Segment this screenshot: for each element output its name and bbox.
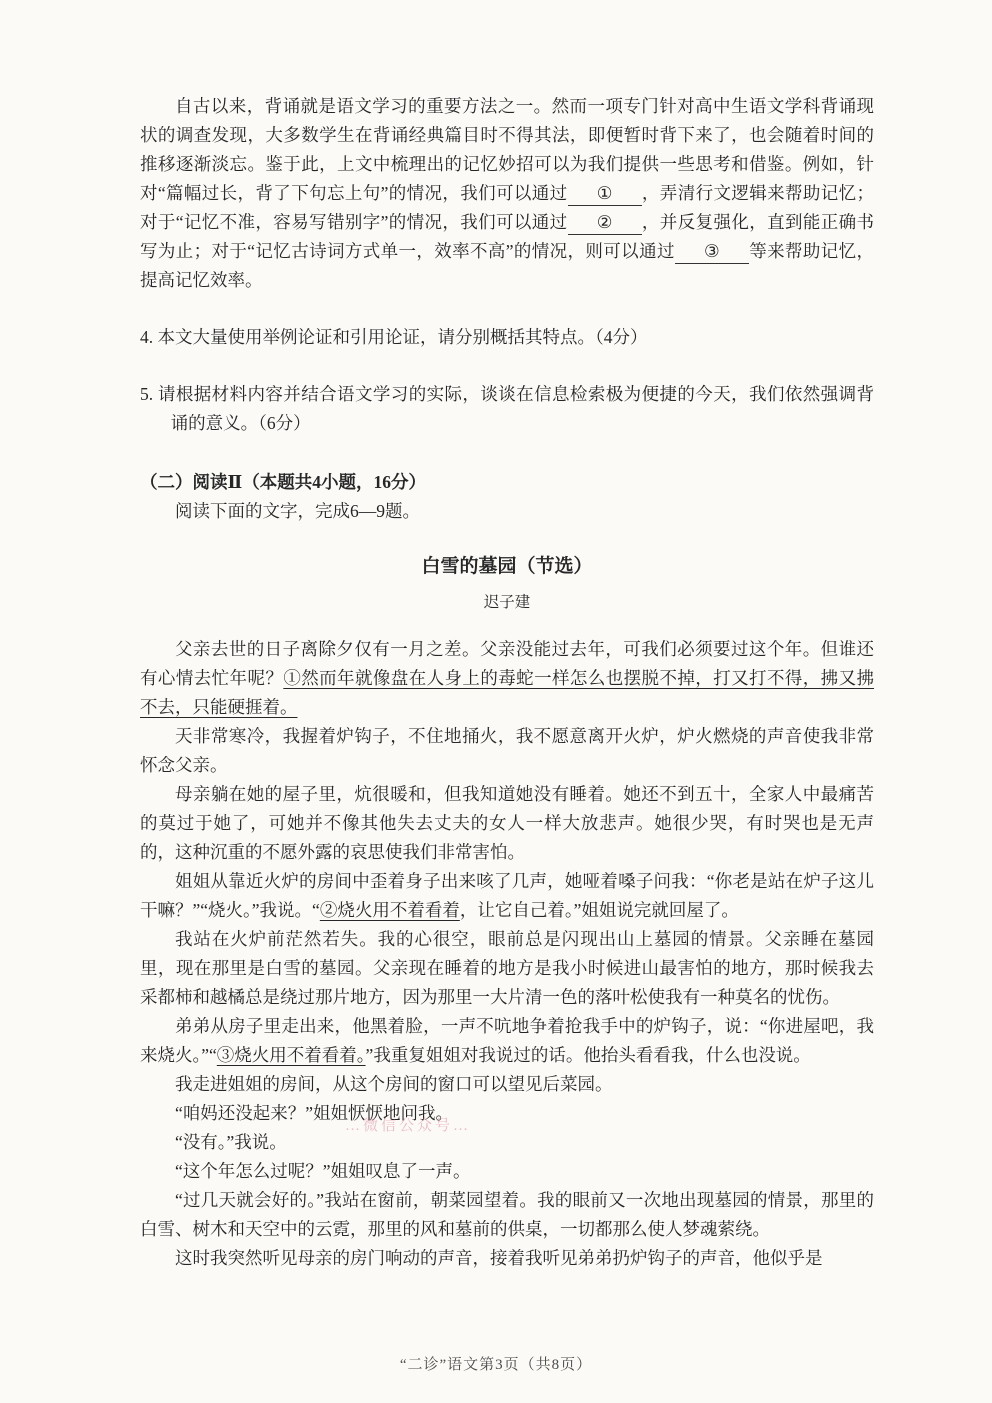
text-segment: ，让它自己着。”姐姐说完就回屋了。	[459, 900, 739, 920]
text-segment: 我站在火炉前茫然若失。我的心很空，眼前总是闪现出山上墓园的情景。父亲睡在墓园里，现在那里是白雪的墓园。父亲现在睡着的地方是我小时候进山最害怕的地方，那时候我去采都柿和越橘总是绕过那片地方，因为那里一大片清一色的落叶松使我有一种莫名的忧伤。	[140, 929, 874, 1007]
text-segment: 天非常寒冷，我握着炉钩子，不住地捅火，我不愿意离开火炉，炉火燃烧的声音使我非常怀念父亲。	[140, 726, 874, 775]
intro-segment: ，弄清行文逻辑来帮助记忆；对于“记忆不准，容易写错别字”的情况，我们可以通过	[140, 183, 874, 232]
article-paragraph	[140, 1128, 874, 1157]
article-paragraph	[140, 1186, 874, 1244]
question-4-number: 4.	[140, 327, 154, 347]
text-segment: 我走进姐姐的房间，从这个房间的窗口可以望见后菜园。	[175, 1074, 613, 1094]
article-paragraph	[140, 780, 874, 867]
intro-segment: 自古以来，背诵就是语文学习的重要方法之一。然而一项专门针对高中生语文学科背诵现状的调查发现，大多数学生在背诵经典篇目时不得其法，即便暂时背下来了，也会随着时间的推移逐渐淡忘。鉴于此，上文中梳理出的记忆妙招可以为我们提供一些思考和借鉴。例如，针对“篇幅过长，背了下句忘上句”的情况，我们可以通过	[140, 96, 874, 203]
intro-segment: ，并反复强化，直到能正确书写为止；对于“记忆古诗词方式单一，效率不高”的情况，则可以通过	[140, 212, 874, 261]
article-body	[140, 635, 874, 1273]
question-4	[140, 323, 874, 352]
question-5-text: 请根据材料内容并结合语文学习的实际，谈谈在信息检索极为便捷的今天，我们依然强调背诵的意义。（6分）	[157, 384, 875, 433]
reading-instruction: 阅读下面的文字，完成6—9题。	[175, 501, 420, 521]
intro-segment: 等来帮助记忆，提高记忆效率。	[140, 241, 874, 290]
intro-paragraph	[140, 92, 874, 295]
article-paragraph	[140, 635, 874, 722]
underlined-passage-2: ②烧火用不着看着	[319, 900, 460, 920]
watermark: …微信公众号…	[345, 1118, 472, 1134]
text-segment: 弟弟从房子里走出来，他黑着脸，一声不吭地争着抢我手中的炉钩子，说：“你进屋吧，我来烧火。”“	[140, 1016, 874, 1065]
underlined-passage-3: ③烧火用不着看着。	[216, 1045, 366, 1065]
text-segment: “没有。”我说。	[175, 1132, 287, 1152]
text-segment: “这个年怎么过呢？”姐姐叹息了一声。	[175, 1161, 471, 1181]
article-title: 白雪的墓园（节选）	[421, 556, 593, 577]
article-paragraph	[140, 925, 874, 1012]
question-5-number: 5.	[140, 384, 154, 404]
text-segment: “咱妈还没起来？”姐姐恹恹地问我。	[175, 1103, 454, 1123]
fill-blank-3: ③	[675, 240, 749, 264]
article-paragraph	[140, 867, 874, 925]
fill-blank-2: ②	[568, 211, 642, 235]
question-4-text: 本文大量使用举例论证和引用论证，请分别概括其特点。（4分）	[157, 327, 648, 347]
page-footer: “二诊”语文第3页（共8页）	[399, 1357, 593, 1373]
article-paragraph	[140, 1099, 874, 1128]
article-paragraph	[140, 722, 874, 780]
text-segment: “过几天就会好的。”我站在窗前，朝菜园望着。我的眼前又一次地出现墓园的情景，那里的白雪、树木和天空中的云霓，那里的风和墓前的供桌，一切都那么使人梦魂萦绕。	[140, 1190, 874, 1239]
article-author: 迟子建	[483, 594, 531, 611]
question-5	[140, 380, 874, 438]
text-segment: ”我重复姐姐对我说过的话。他抬头看看我，什么也没说。	[365, 1045, 811, 1065]
page-content	[140, 92, 874, 1273]
text-segment: 母亲躺在她的屋子里，炕很暖和，但我知道她没有睡着。她还不到五十，全家人中最痛苦的莫过于她了，可她并不像其他失去丈夫的女人一样大放悲声。她很少哭，有时哭也是无声的，这种沉重的不愿外露的哀思使我们非常害怕。	[140, 784, 874, 862]
article-paragraph	[140, 1012, 874, 1070]
underlined-passage-1: ①然而年就像盘在人身上的毒蛇一样怎么也摆脱不掉，打又打不得，拂又拂不去，只能硬捱着。	[140, 668, 875, 717]
text-segment: 父亲去世的日子离除夕仅有一月之差。父亲没能过去年，可我们必须要过这个年。但谁还有心情去忙年呢？	[140, 639, 874, 688]
article-paragraph	[140, 1070, 874, 1099]
article-paragraph	[140, 1157, 874, 1186]
text-segment: 这时我突然听见母亲的房门响动的声音，接着我听见弟弟扔炉钩子的声音，他似乎是	[175, 1248, 823, 1268]
text-segment: 姐姐从靠近火炉的房间中歪着身子出来咳了几声，她哑着嗓子问我：“你老是站在炉子这儿干嘛？”“烧火。”我说。“	[140, 871, 874, 920]
section-heading: （二）阅读Ⅱ（本题共4小题，16分）	[140, 472, 426, 492]
fill-blank-1: ①	[568, 182, 642, 206]
article-paragraph	[140, 1244, 874, 1273]
